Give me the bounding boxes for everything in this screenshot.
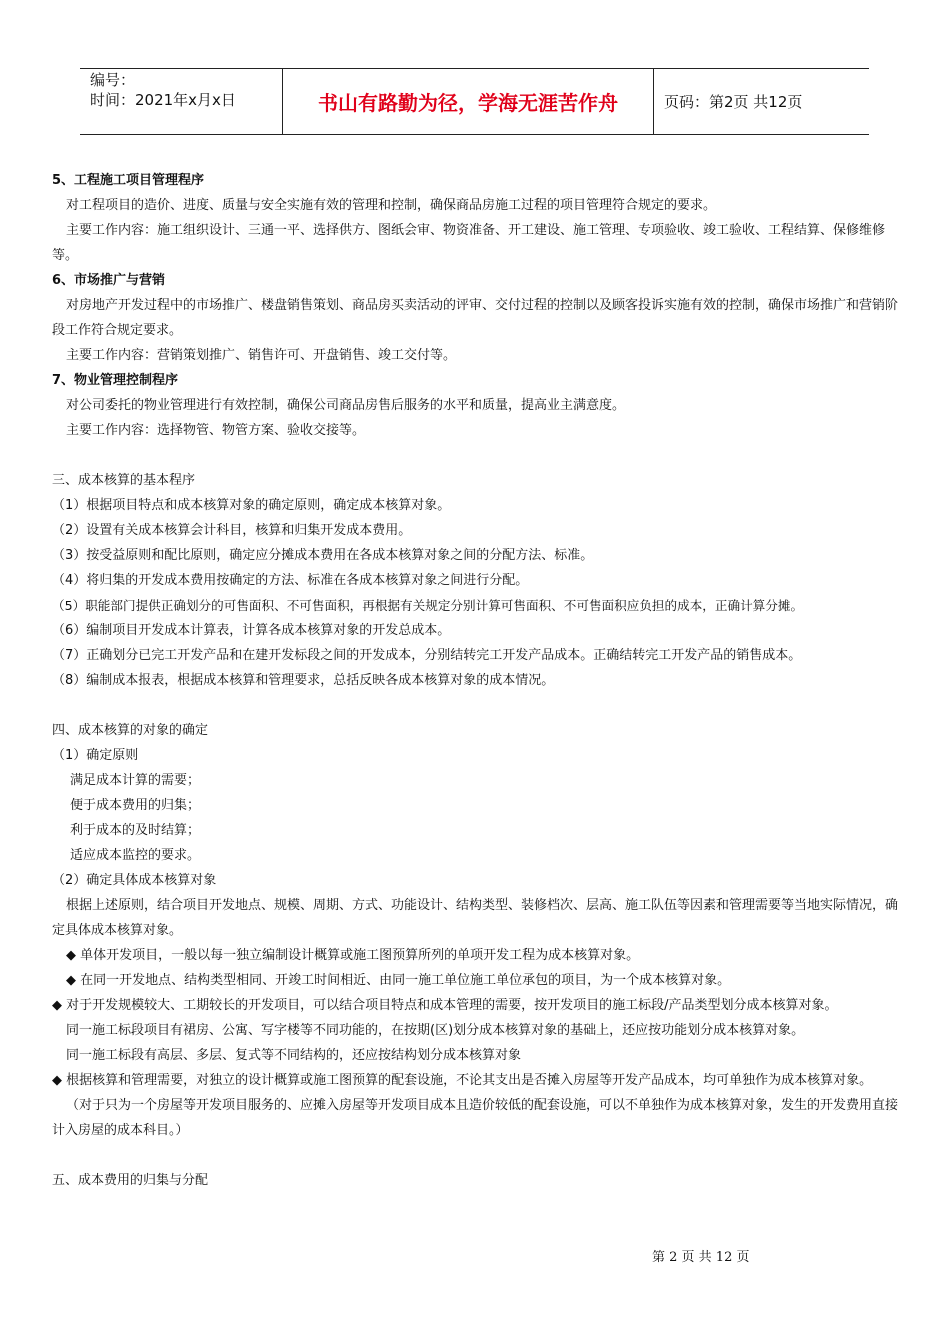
note-paragraph: （对于只为一个房屋等开发项目服务的、应摊入房屋等开发项目成本且造价较低的配套设施，可以不单独作为成本核算对象，发生的开发费用直接计入房屋的成本科目。）: [52, 1098, 899, 1138]
bullet-item: ◆ 对于开发规模较大、工期较长的开发项目，可以结合项目特点和成本管理的需要，按开发项目的施工标段/产品类型划分成本核算对象。: [52, 998, 838, 1013]
list-item: （3）按受益原则和配比原则，确定应分摊成本费用在各成本核算对象之间的分配方法、标准。: [52, 548, 594, 563]
paragraph: 主要工作内容：施工组织设计、三通一平、选择供方、图纸会审、物资准备、开工建设、施工管理、专项验收、竣工验收、工程结算、保修维修等。: [52, 223, 886, 263]
section-4-title: 四、成本核算的对象的确定: [52, 723, 209, 738]
list-item: （1）根据项目特点和成本核算对象的确定原则，确定成本核算对象。: [52, 498, 451, 513]
section-5-title: 5、工程施工项目管理程序: [52, 173, 205, 188]
list-item: （5）职能部门提供正确划分的可售面积、不可售面积，再根据有关规定分别计算可售面积、不可售面积应负担的成本，正确计算分摊。: [52, 598, 804, 613]
number-label: 编号：: [90, 71, 136, 89]
paragraph: 主要工作内容：营销策划推广、销售许可、开盘销售、竣工交付等。: [66, 348, 457, 363]
section-6-title: 6、市场推广与营销: [52, 273, 166, 288]
list-item: 适应成本监控的要求。: [70, 848, 201, 863]
bullet-item: ◆ 根据核算和管理需要，对独立的设计概算或施工图预算的配套设施，不论其支出是否摊入房屋等开发产品成本，均可单独作为成本核算对象。: [52, 1073, 873, 1088]
list-item: 利于成本的及时结算；: [70, 823, 201, 838]
date-label: 时间：2021年x月x日: [90, 91, 236, 109]
header-bottom-rule: [80, 134, 869, 135]
paragraph: 对房地产开发过程中的市场推广、楼盘销售策划、商品房买卖活动的评审、交付过程的控制以及顾客投诉实施有效的控制，确保市场推广和营销阶段工作符合规定要求。: [52, 298, 899, 338]
header-meta: [80, 68, 282, 134]
list-item: （4）将归集的开发成本费用按确定的方法、标准在各成本核算对象之间进行分配。: [52, 573, 529, 588]
bullet-item: ◆ 在同一开发地点、结构类型相同、开竣工时间相近、由同一施工单位施工单位承包的项目，为一个成本核算对象。: [66, 973, 731, 988]
paragraph: 对工程项目的造价、进度、质量与安全实施有效的管理和控制，确保商品房施工过程的项目管理符合规定的要求。: [66, 198, 717, 213]
page-header: [80, 68, 869, 134]
list-item: （6）编制项目开发成本计算表，计算各成本核算对象的开发总成本。: [52, 623, 451, 638]
subsection-title: （2）确定具体成本核算对象: [52, 873, 217, 888]
list-item: （2）设置有关成本核算会计科目，核算和归集开发成本费用。: [52, 523, 412, 538]
bullet-item: ◆ 单体开发项目，一般以每一独立编制设计概算或施工图预算所列的单项开发工程为成本核算对象。: [66, 948, 640, 963]
paragraph: 同一施工标段有高层、多层、复式等不同结构的，还应按结构划分成本核算对象: [66, 1048, 522, 1063]
list-item: 满足成本计算的需要；: [70, 773, 201, 788]
list-item: 便于成本费用的归集；: [70, 798, 201, 813]
paragraph: 根据上述原则，结合项目开发地点、规模、周期、方式、功能设计、结构类型、装修档次、层高、施工队伍等因素和管理需要等当地实际情况，确定具体成本核算对象。: [52, 898, 899, 938]
section-7-title: 7、物业管理控制程序: [52, 373, 179, 388]
paragraph: 主要工作内容：选择物管、物管方案、验收交接等。: [66, 423, 366, 438]
page-footer: 第 2 页 共 12 页: [652, 1250, 750, 1265]
header-page-label: 页码：第2页 共12页: [664, 92, 803, 111]
list-item: （7）正确划分已完工开发产品和在建开发标段之间的开发成本，分别结转完工开发产品成本。正确结转完工开发产品的销售成本。: [52, 648, 802, 663]
paragraph: 对公司委托的物业管理进行有效控制，确保公司商品房售后服务的水平和质量，提高业主满意度。: [66, 398, 626, 413]
subsection-title: （1）确定原则: [52, 748, 139, 763]
document-body: [52, 168, 902, 1193]
list-item: （8）编制成本报表，根据成本核算和管理要求，总括反映各成本核算对象的成本情况。: [52, 673, 555, 688]
section-3-title: 三、成本核算的基本程序: [52, 473, 196, 488]
header-motto: 书山有路勤为径，学海无涯苦作舟: [282, 68, 654, 134]
section-5-heading: 五、成本费用的归集与分配: [52, 1173, 209, 1188]
paragraph: 同一施工标段项目有裙房、公寓、写字楼等不同功能的，在按期(区)划分成本核算对象的基础上，还应按功能划分成本核算对象。: [66, 1023, 805, 1038]
